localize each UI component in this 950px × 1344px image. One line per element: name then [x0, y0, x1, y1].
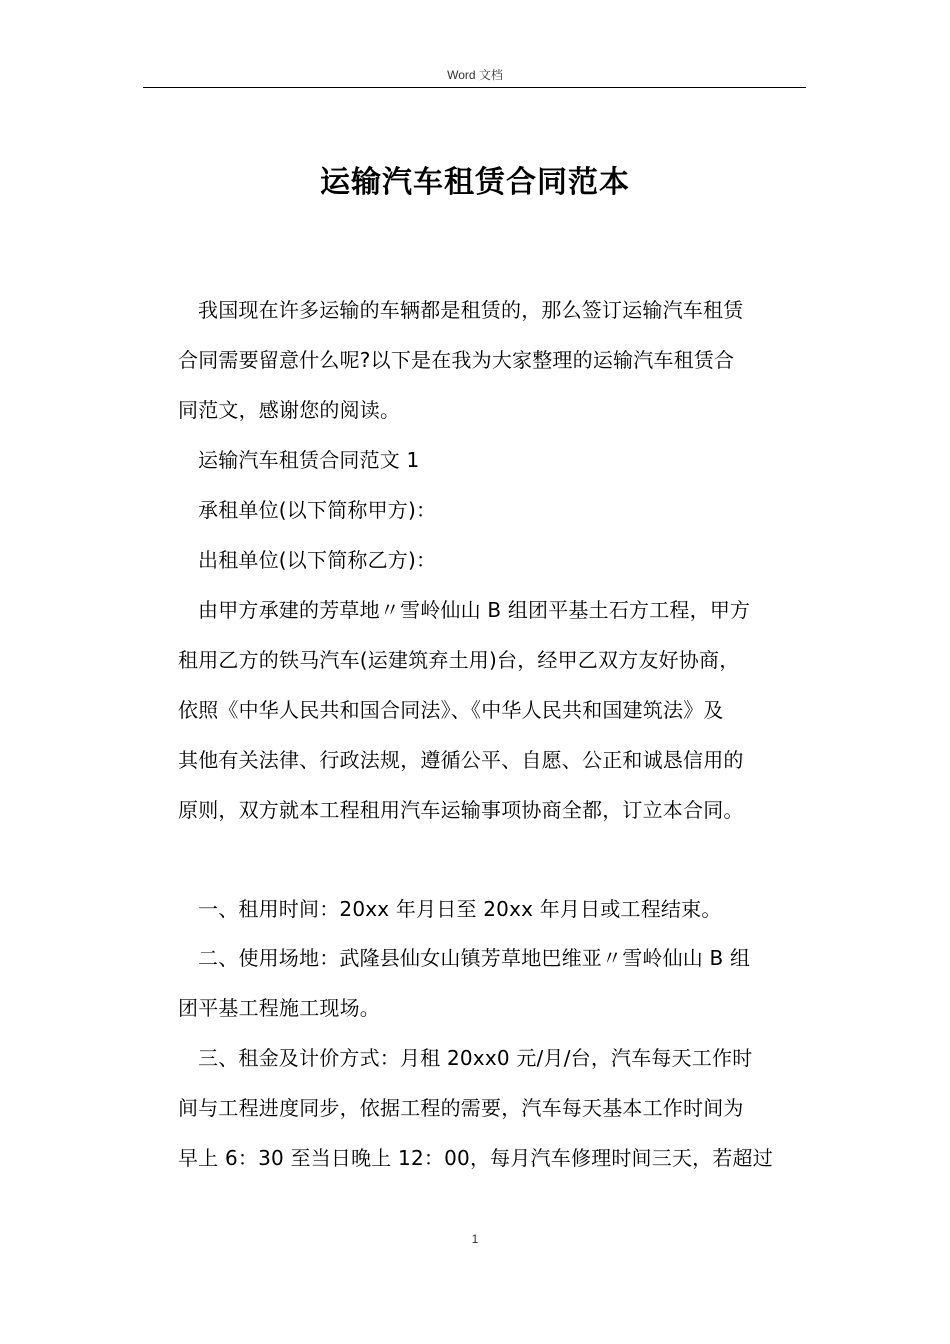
body-line-14: 团平基工程施工现场。 — [178, 996, 380, 1020]
page-header: Word 文档 — [447, 68, 503, 82]
body-line-4: 运输汽车租赁合同范文 1 — [198, 448, 420, 472]
body-line-2: 合同需要留意什么呢?以下是在我为大家整理的运输汽车租赁合 — [178, 348, 735, 372]
page-number: 1 — [471, 1232, 479, 1246]
body-line-10: 其他有关法律、行政法规，遵循公平、自愿、公正和诚恳信用的 — [178, 748, 744, 772]
body-line-7: 由甲方承建的芳草地〃雪岭仙山 B 组团平基土石方工程，甲方 — [198, 598, 751, 622]
body-line-6: 出租单位(以下简称乙方)： — [198, 548, 437, 572]
body-line-17: 早上 6：30 至当日晚上 12：00，每月汽车修理时间三天，若超过 — [178, 1146, 773, 1170]
body-line-3: 同范文，感谢您的阅读。 — [178, 398, 401, 422]
body-line-12: 一、租用时间：20xx 年月日至 20xx 年月日或工程结束。 — [198, 897, 722, 921]
body-line-11: 原则，双方就本工程租用汽车运输事项协商全都，订立本合同。 — [178, 798, 744, 822]
body-line-16: 间与工程进度同步，依据工程的需要，汽车每天基本工作时间为 — [178, 1096, 744, 1120]
header-divider — [143, 87, 806, 88]
body-line-1: 我国现在许多运输的车辆都是租赁的，那么签订运输汽车租赁 — [198, 298, 744, 322]
document-title: 运输汽车租赁合同范本 — [320, 165, 630, 200]
body-line-13: 二、使用场地：武隆县仙女山镇芳草地巴维亚〃雪岭仙山 B 组 — [198, 946, 751, 970]
body-line-15: 三、租金及计价方式：月租 20xx0 元/月/台，汽车每天工作时 — [198, 1046, 753, 1070]
body-line-8: 租用乙方的铁马汽车(运建筑弃土用)台，经甲乙双方友好协商， — [178, 648, 740, 672]
body-line-5: 承租单位(以下简称甲方)： — [198, 498, 437, 522]
body-line-9: 依照《中华人民共和国合同法》、《中华人民共和国建筑法》及 — [178, 698, 724, 722]
